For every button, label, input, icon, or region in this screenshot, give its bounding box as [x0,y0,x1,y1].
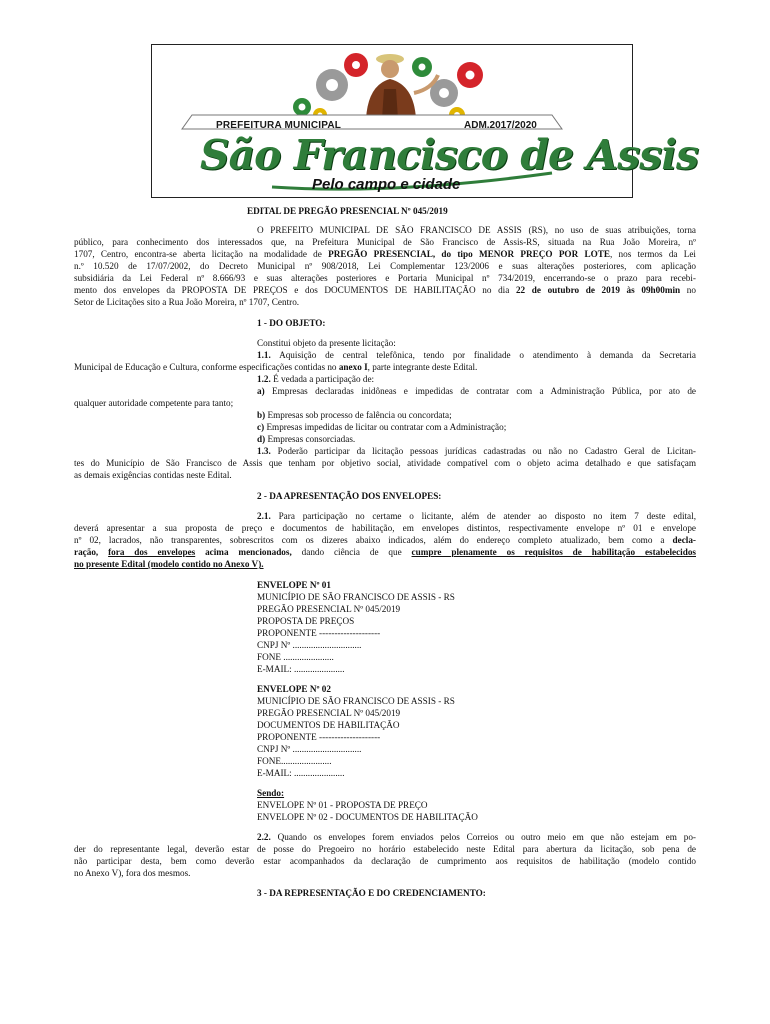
section-2-line: no presente Edital (modelo contido no Anexo V). [74,559,264,569]
page-title: EDITAL DE PREGÃO PRESENCIAL Nº 045/2019 [247,206,448,216]
envelope-2-line: DOCUMENTOS DE HABILITAÇÃO [257,720,400,730]
section-2-line: nº 02, lacrados, não transparentes, sobrescritos com os dizeres abaixo indicados, além do endereço completo atualizado, bem como a decla- [74,535,696,545]
envelope-1-line: E-MAIL: ...................... [257,664,345,674]
section-1-line: 1.1. Aquisição de central telefônica, tendo por finalidade o atendimento à demanda da Secretaria [257,350,696,360]
section-1-line: 1.2. É vedada a participação de: [257,374,375,384]
section-2-2-line: não participar desta, bem como deverão estar acompanhados da declaração de cumprimento aos requisitos de habilitação (modelo contido [74,856,696,866]
section-1-line: a) Empresas declaradas inidôneas e impedidas de contratar com a Administração Pública, por ato de [257,386,696,396]
envelope-2-line: FONE...................... [257,756,332,766]
section-1-line: 1.3. Poderão participar da licitação pessoas jurídicas cadastradas ou não no Cadastro Geral de Licitan- [257,446,696,456]
envelope-2-line: CNPJ Nº .............................. [257,744,362,754]
envelope-1-line: FONE ...................... [257,652,334,662]
logo-city-name: São Francisco de Assis [200,131,699,179]
section-1-line: Municipal de Educação e Cultura, conforme especificações contidas no anexo I, parte integrante deste Edital. [74,362,478,372]
logo-top-label: PREFEITURA MUNICIPAL [216,120,342,131]
envelope-1-line: CNPJ Nº .............................. [257,640,362,650]
logo-slogan: Pelo campo e cidade [312,176,461,193]
envelope-1-line: PREGÃO PRESENCIAL Nº 045/2019 [257,604,401,614]
sendo-line: ENVELOPE Nº 01 - PROPOSTA DE PREÇO [257,800,428,810]
envelope-1-line: PROPONENTE -------------------- [257,628,381,638]
envelope-1-line: MUNICÍPIO DE SÃO FRANCISCO DE ASSIS - RS [257,592,455,602]
sendo-label: Sendo: [257,788,285,798]
intro-line-4: n.º 10.520 de 17/07/2002, do Decreto Municipal nº 908/2018, Lei Complementar 123/2006 e suas alterações posteriores, com aplicação [74,261,696,271]
envelope-1-title: ENVELOPE Nº 01 [257,580,331,590]
intro-line-5: subsidiária da Lei Federal nº 8.666/93 e suas alterações posteriores e Portaria Municipal nº 734/2019, encerrando-se o prazo para recebi- [74,273,696,283]
logo-admin-label: ADM.2017/2020 [464,120,537,131]
envelope-2-line: PROPONENTE -------------------- [257,732,381,742]
intro-line-2: público, para conhecimento dos interessados que, na Prefeitura Municipal de São Francisco de Assis-RS, situada na Rua João Moreira, nº [74,237,696,247]
section-1-line: Constitui objeto da presente licitação: [257,338,396,348]
section-1-line: as demais exigências contidas neste Edital. [74,470,232,480]
section-2-2-line: no Anexo V), fora dos mesmos. [74,868,191,878]
envelope-2-line: E-MAIL: ...................... [257,768,345,778]
section-2-heading: 2 - DA APRESENTAÇÃO DOS ENVELOPES: [257,491,442,501]
envelope-1-line: PROPOSTA DE PREÇOS [257,616,355,626]
intro-line-7: Setor de Licitações sito a Rua João Moreira, nº 1707, Centro. [74,297,300,307]
envelope-2-line: MUNICÍPIO DE SÃO FRANCISCO DE ASSIS - RS [257,696,455,706]
section-2-line: 2.1. Para participação no certame o licitante, além de atender ao disposto no item 7 deste edital, [257,511,696,521]
intro-line-6: mento dos envelopes da PROPOSTA DE PREÇOS e dos DOCUMENTOS DE HABILITAÇÃO no dia 22 de outubro de 2019 às 09h00min no [74,285,696,295]
section-2-line: ração, fora dos envelopes acima mencionados, dando ciência de que cumpre plenamente os requisitos de habilitação estabelecidos [74,547,696,557]
envelope-2-title: ENVELOPE Nº 02 [257,684,331,694]
sendo-line: ENVELOPE Nº 02 - DOCUMENTOS DE HABILITAÇÃO [257,812,478,822]
section-2-line: deverá apresentar a sua proposta de preço e documentos de habilitação, em envelopes distintos, respectivamente envelope nº 01 e envelope [74,523,696,533]
section-1-line: tes do Município de São Francisco de Assis que tenham por objetivo social, atividade compatível com o objeto acima detalhado e que satisfaçam [74,458,696,468]
section-1-line: c) Empresas impedidas de licitar ou contratar com a Administração; [257,422,507,432]
envelope-2-line: PREGÃO PRESENCIAL Nº 045/2019 [257,708,401,718]
section-1-line: qualquer autoridade competente para tanto; [74,398,234,408]
section-3-heading: 3 - DA REPRESENTAÇÃO E DO CREDENCIAMENTO: [257,888,486,898]
section-2-2-line: 2.2. Quando os envelopes forem enviados pelos Correios ou outro meio em que não estejam em po- [257,832,696,842]
municipal-logo [151,44,699,198]
section-1-heading: 1 - DO OBJETO: [257,318,326,328]
section-1-line: d) Empresas consorciadas. [257,434,356,444]
section-2-2-line: der do representante legal, deverão estar de posse do Pregoeiro no horário estabelecido neste Edital para abertura da licitação, sob pena de [74,844,696,854]
intro-line-3: 1707, Centro, encontra-se aberta licitação na modalidade de PREGÃO PRESENCIAL, do tipo MENOR PREÇO POR LOTE, nos termos da Lei [74,249,696,259]
intro-line-1: O PREFEITO MUNICIPAL DE SÃO FRANCISCO DE ASSIS (RS), no uso de suas atribuições, torna [257,225,696,235]
section-1-line: b) Empresas sob processo de falência ou concordata; [257,410,452,420]
